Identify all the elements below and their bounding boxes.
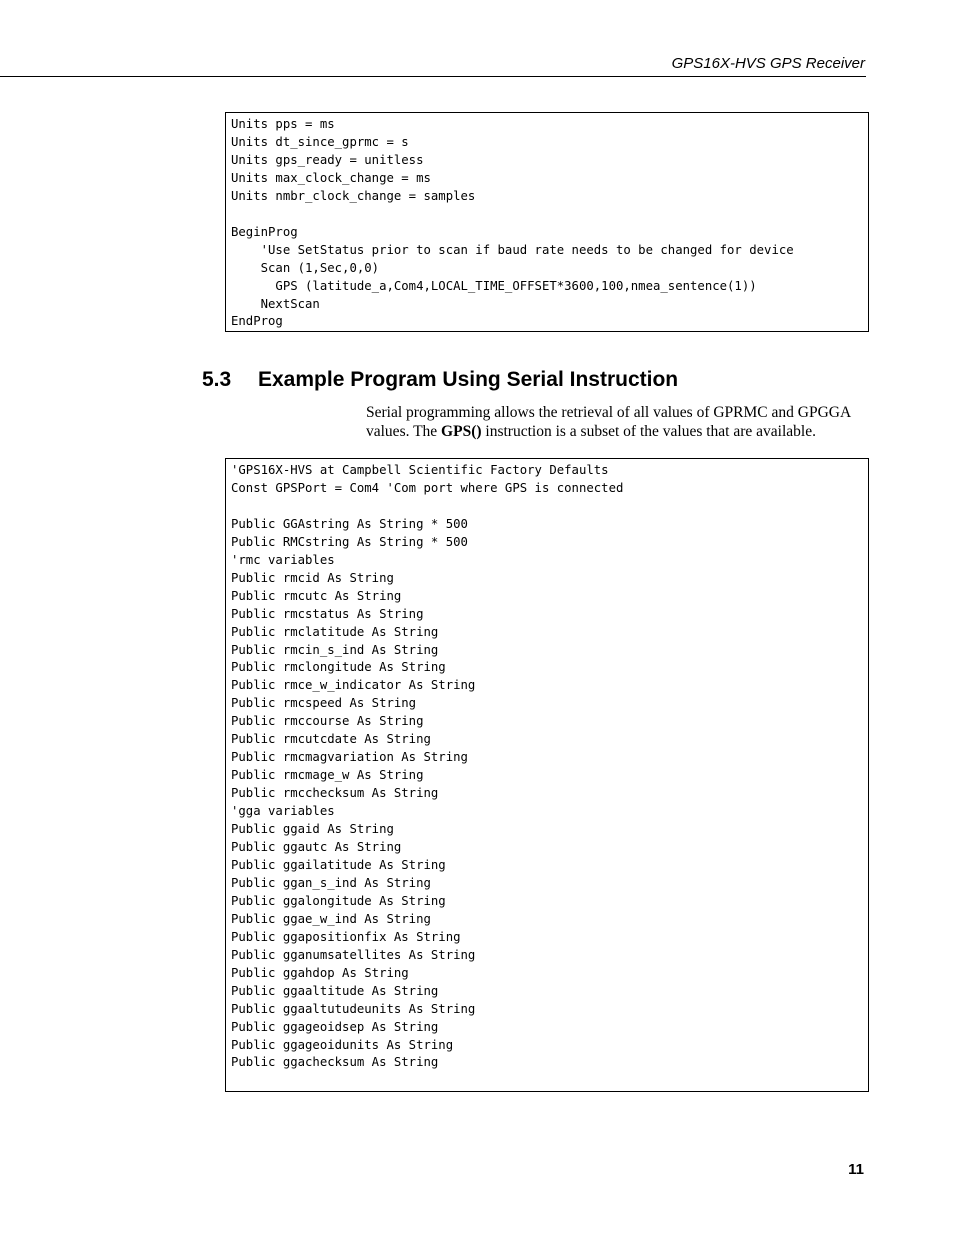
section-number: 5.3 (202, 368, 232, 391)
paragraph-text-end: instruction is a subset of the values that are available. (481, 423, 816, 440)
section-title: Example Program Using Serial Instruction (258, 368, 679, 391)
page-number: 11 (848, 1161, 864, 1178)
section-heading (202, 368, 678, 392)
running-header-title: GPS16X-HVS GPS Receiver (671, 55, 865, 72)
code-listing-serial-program: 'GPS16X-HVS at Campbell Scientific Factory Defaults Const GPSPort = Com4 'Com port where GPS is connected Public GGAstring As String * 500 Public RMCstring As String * 500 'rmc variables Public rmcid As String Public rmcutc As String Public rmcstatus As String Public rmclatitude As String Public rmcin_s_ind As String Public rmclongitude As String Public rmce_w_indicator As String Public rmcspeed As String Public rmccourse As String Public rmcutcdate As String Public rmcmagvariation As String Public rmcmage_w As String Public rmcchecksum As String 'gga variables Public ggaid As String Public ggautc As String Public ggailatitude As String Public ggan_s_ind As String Public ggalongitude As String Public ggae_w_ind As String Public ggapositionfix As String Public gganumsatellites As String Public ggahdop As String Public ggaaltitude As String Public ggaaltutudeunits As String Public ggageoidsep As String Public ggageoidunits As String Public ggachecksum As String (231, 463, 624, 1070)
paragraph-bold-instruction: GPS() (441, 423, 482, 440)
code-block-units (225, 112, 869, 332)
section-paragraph (366, 403, 861, 441)
code-block-serial-program (225, 458, 869, 1092)
header-rule (0, 76, 866, 77)
paragraph-text-start: Serial programming allows the retrieval of all values of GPRMC and GPGGA values. The (366, 404, 851, 440)
code-listing-units: Units pps = ms Units dt_since_gprmc = s Units gps_ready = unitless Units max_clock_change = ms Units nmbr_clock_change = samples BeginProg 'Use SetStatus prior to scan if baud rate needs to be changed for device Scan (1,Sec,0,0) GPS (latitude_a,Com4,LOCAL_TIME_OFFSET*3600,100,nmea_sentence(1)) NextScan EndProg (231, 117, 794, 329)
